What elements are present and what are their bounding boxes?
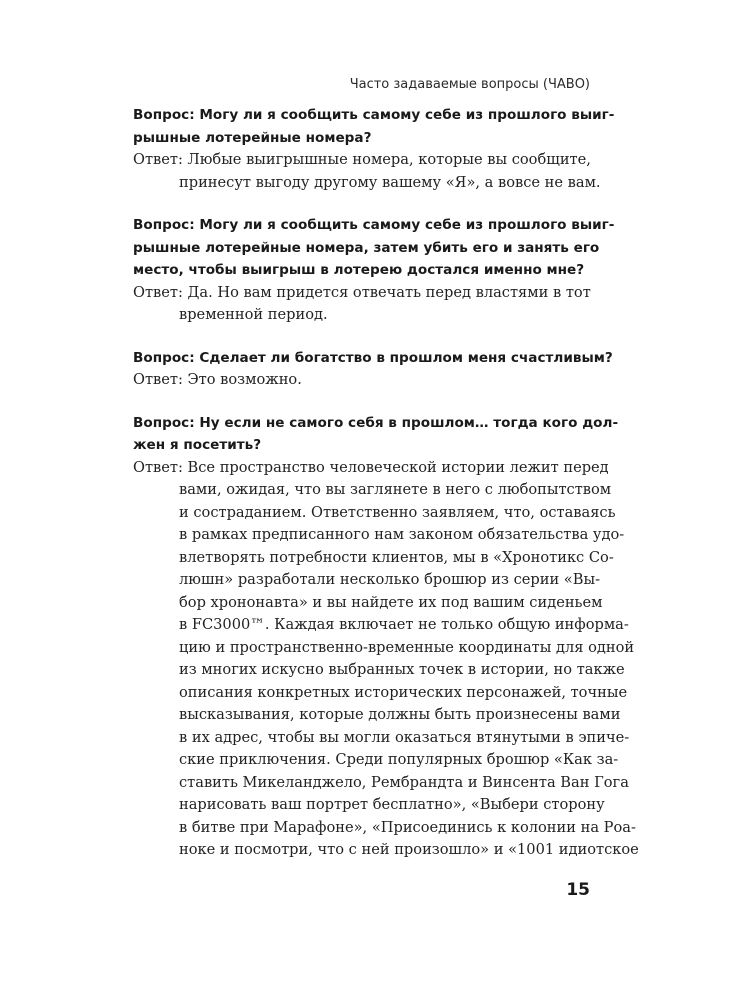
answer-line: описания конкретных исторических персонажей, точные	[179, 683, 628, 701]
answer-line: принесут выгоду другому вашему «Я», а вовсе не вам.	[179, 173, 601, 191]
question-line: Вопрос: Могу ли я сообщить самому себе из прошлого выиг-	[133, 107, 615, 123]
answer-line: Ответ: Это возможно.	[133, 371, 302, 388]
question	[133, 412, 619, 457]
running-header: Часто задаваемые вопросы (ЧАВО)	[349, 77, 590, 92]
answer-line: Ответ: Все пространство человеческой истории лежит перед	[133, 458, 609, 476]
answer	[133, 282, 591, 327]
answer	[133, 457, 639, 862]
answer-line: ноке и посмотри, что с ней произошло» и «1001 идиотское	[179, 841, 639, 858]
answer-line: в FC3000™. Каждая включает не только общую информа-	[179, 616, 629, 633]
qa-block	[133, 214, 615, 327]
qa-block	[133, 412, 639, 862]
qa-block	[133, 104, 615, 194]
answer-line: Ответ: Любые выигрышные номера, которые вы сообщите,	[133, 151, 591, 168]
question-line: рышные лотерейные номера?	[133, 129, 372, 146]
answer-line: люшн» разработали несколько брошюр из серии «Вы-	[179, 571, 601, 588]
question-line: жен я посетить?	[133, 437, 262, 453]
answer-line: влетворять потребности клиентов, мы в «Хронотикс Со-	[179, 548, 614, 566]
answer-line: в рамках предписанного нам законом обязательства удо-	[179, 526, 625, 543]
question-line: рышные лотерейные номера, затем убить его и занять его	[133, 239, 600, 256]
page-content	[133, 104, 639, 882]
answer-line: в битве при Марафоне», «Присоединись к колонии на Роа-	[179, 818, 636, 836]
answer	[133, 369, 585, 392]
qa-block	[133, 347, 613, 392]
question	[133, 214, 615, 282]
question-line: Вопрос: Могу ли я сообщить самому себе из прошлого выиг-	[133, 217, 615, 233]
answer-line: временной период.	[179, 306, 328, 323]
question	[133, 104, 615, 149]
answer-line: высказывания, которые должны быть произнесены вами	[179, 706, 621, 723]
answer-line: вами, ожидая, что вы заглянете в него с любопытством	[179, 481, 612, 498]
answer-line: бор хрононавта» и вы найдете их под вашим сиденьем	[179, 593, 603, 611]
question-line: место, чтобы выигрыш в лотерею достался именно мне?	[133, 262, 585, 278]
answer-line: цию и пространственно-временные координаты для одной	[179, 638, 635, 656]
answer-line: из многих искусно выбранных точек в истории, но также	[179, 661, 625, 678]
answer-line: ставить Микеланджело, Рембрандта и Винсента Ван Гога	[179, 773, 629, 791]
answer-line: нарисовать ваш портрет бесплатно», «Выбери сторону	[179, 796, 605, 813]
answer-line: Ответ: Да. Но вам придется отвечать перед властями в тот	[133, 283, 591, 301]
question-line: Вопрос: Сделает ли богатство в прошлом меня счастливым?	[133, 349, 613, 366]
answer-line: ские приключения. Среди популярных брошюр «Как за-	[179, 751, 619, 768]
answer	[133, 149, 601, 194]
page-number: 15	[566, 880, 590, 900]
question	[133, 347, 613, 370]
answer-line: и состраданием. Ответственно заявляем, что, оставаясь	[179, 503, 616, 521]
question-line: Вопрос: Ну если не самого себя в прошлом… тогда кого дол-	[133, 414, 619, 431]
answer-line: в их адрес, чтобы вы могли оказаться втянутыми в эпиче-	[179, 728, 630, 746]
